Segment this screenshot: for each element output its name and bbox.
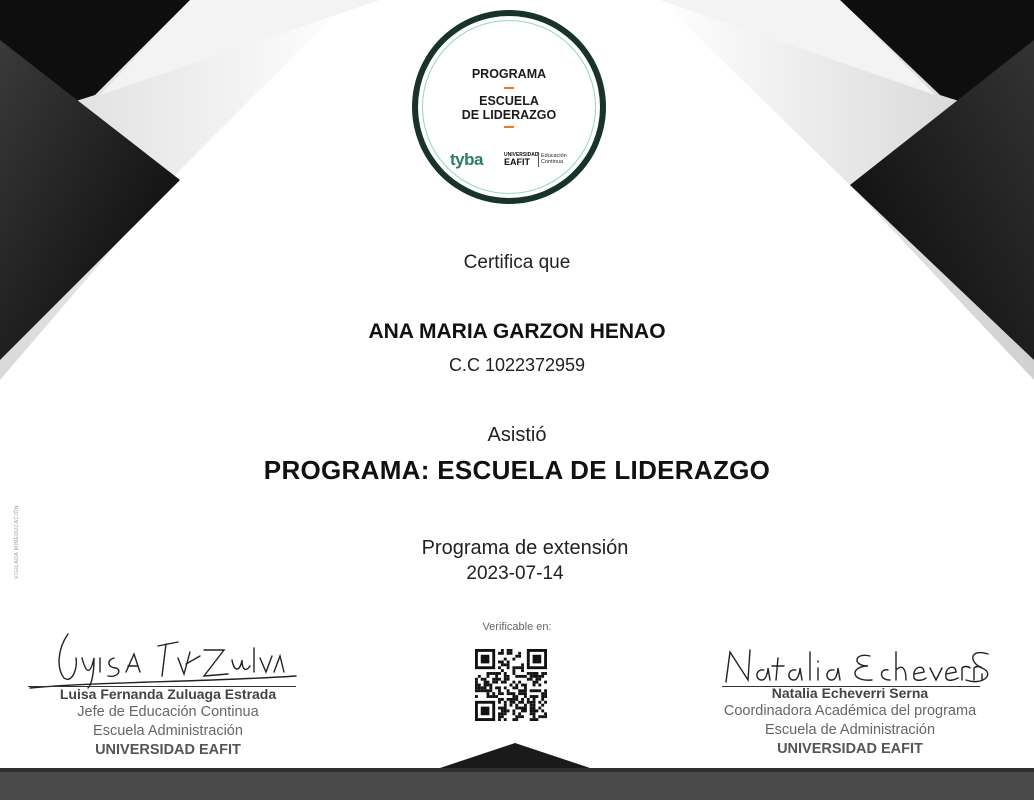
left-signature-block	[28, 686, 308, 760]
eafit-logo-small: UNIVERSIDAD	[504, 152, 539, 158]
left-signer-institution: UNIVERSIDAD EAFIT	[95, 742, 241, 758]
left-handwritten-signature	[28, 628, 308, 690]
program-badge	[412, 10, 606, 204]
right-signer-department: Escuela de Administración	[764, 722, 936, 738]
left-signer-name: Luisa Fernanda Zuluaga Estrada	[59, 686, 277, 702]
verification-label: Verificable en:	[482, 621, 552, 633]
recipient-id: C.C 1022372959	[448, 355, 586, 375]
right-signer-institution: UNIVERSIDAD EAFIT	[777, 741, 923, 757]
badge-dash-top	[504, 87, 514, 89]
attended-label: Asistió	[487, 424, 547, 446]
edu-continua-logo	[541, 153, 567, 165]
edu-line-2: Continua	[541, 159, 564, 165]
verification-qr-code[interactable]	[475, 649, 547, 721]
program-type: Programa de extensión	[421, 537, 629, 559]
right-signature-block	[700, 685, 1000, 759]
tyba-logo: tyba	[450, 150, 483, 169]
right-signer-name: Natalia Echeverri Serna	[771, 685, 929, 701]
recipient-name: ANA MARIA GARZON HENAO	[368, 320, 666, 343]
edu-line-1: Educación	[541, 153, 567, 159]
left-signer-role: Jefe de Educación Continua	[77, 704, 259, 720]
eafit-logo	[504, 152, 538, 167]
badge-line-2: ESCUELA	[479, 94, 539, 108]
certificate-intro: Certifica que	[463, 252, 571, 273]
side-vertical-note: VIGILADA MINEDUCACIÓN	[14, 505, 20, 579]
badge-dash-bottom	[504, 126, 514, 128]
eafit-logo-big: EAFIT	[504, 157, 530, 167]
program-title: PROGRAMA: ESCUELA DE LIDERAZGO	[263, 455, 771, 485]
left-signer-department: Escuela Administración	[93, 723, 243, 739]
logo-separator	[538, 152, 539, 167]
right-handwritten-signature	[720, 644, 990, 688]
right-signer-role: Coordinadora Académica del programa	[723, 703, 977, 719]
badge-line-3: DE LIDERAZGO	[461, 108, 557, 122]
badge-line-1: PROGRAMA	[471, 67, 547, 81]
certificate-date: 2023-07-14	[466, 563, 564, 584]
